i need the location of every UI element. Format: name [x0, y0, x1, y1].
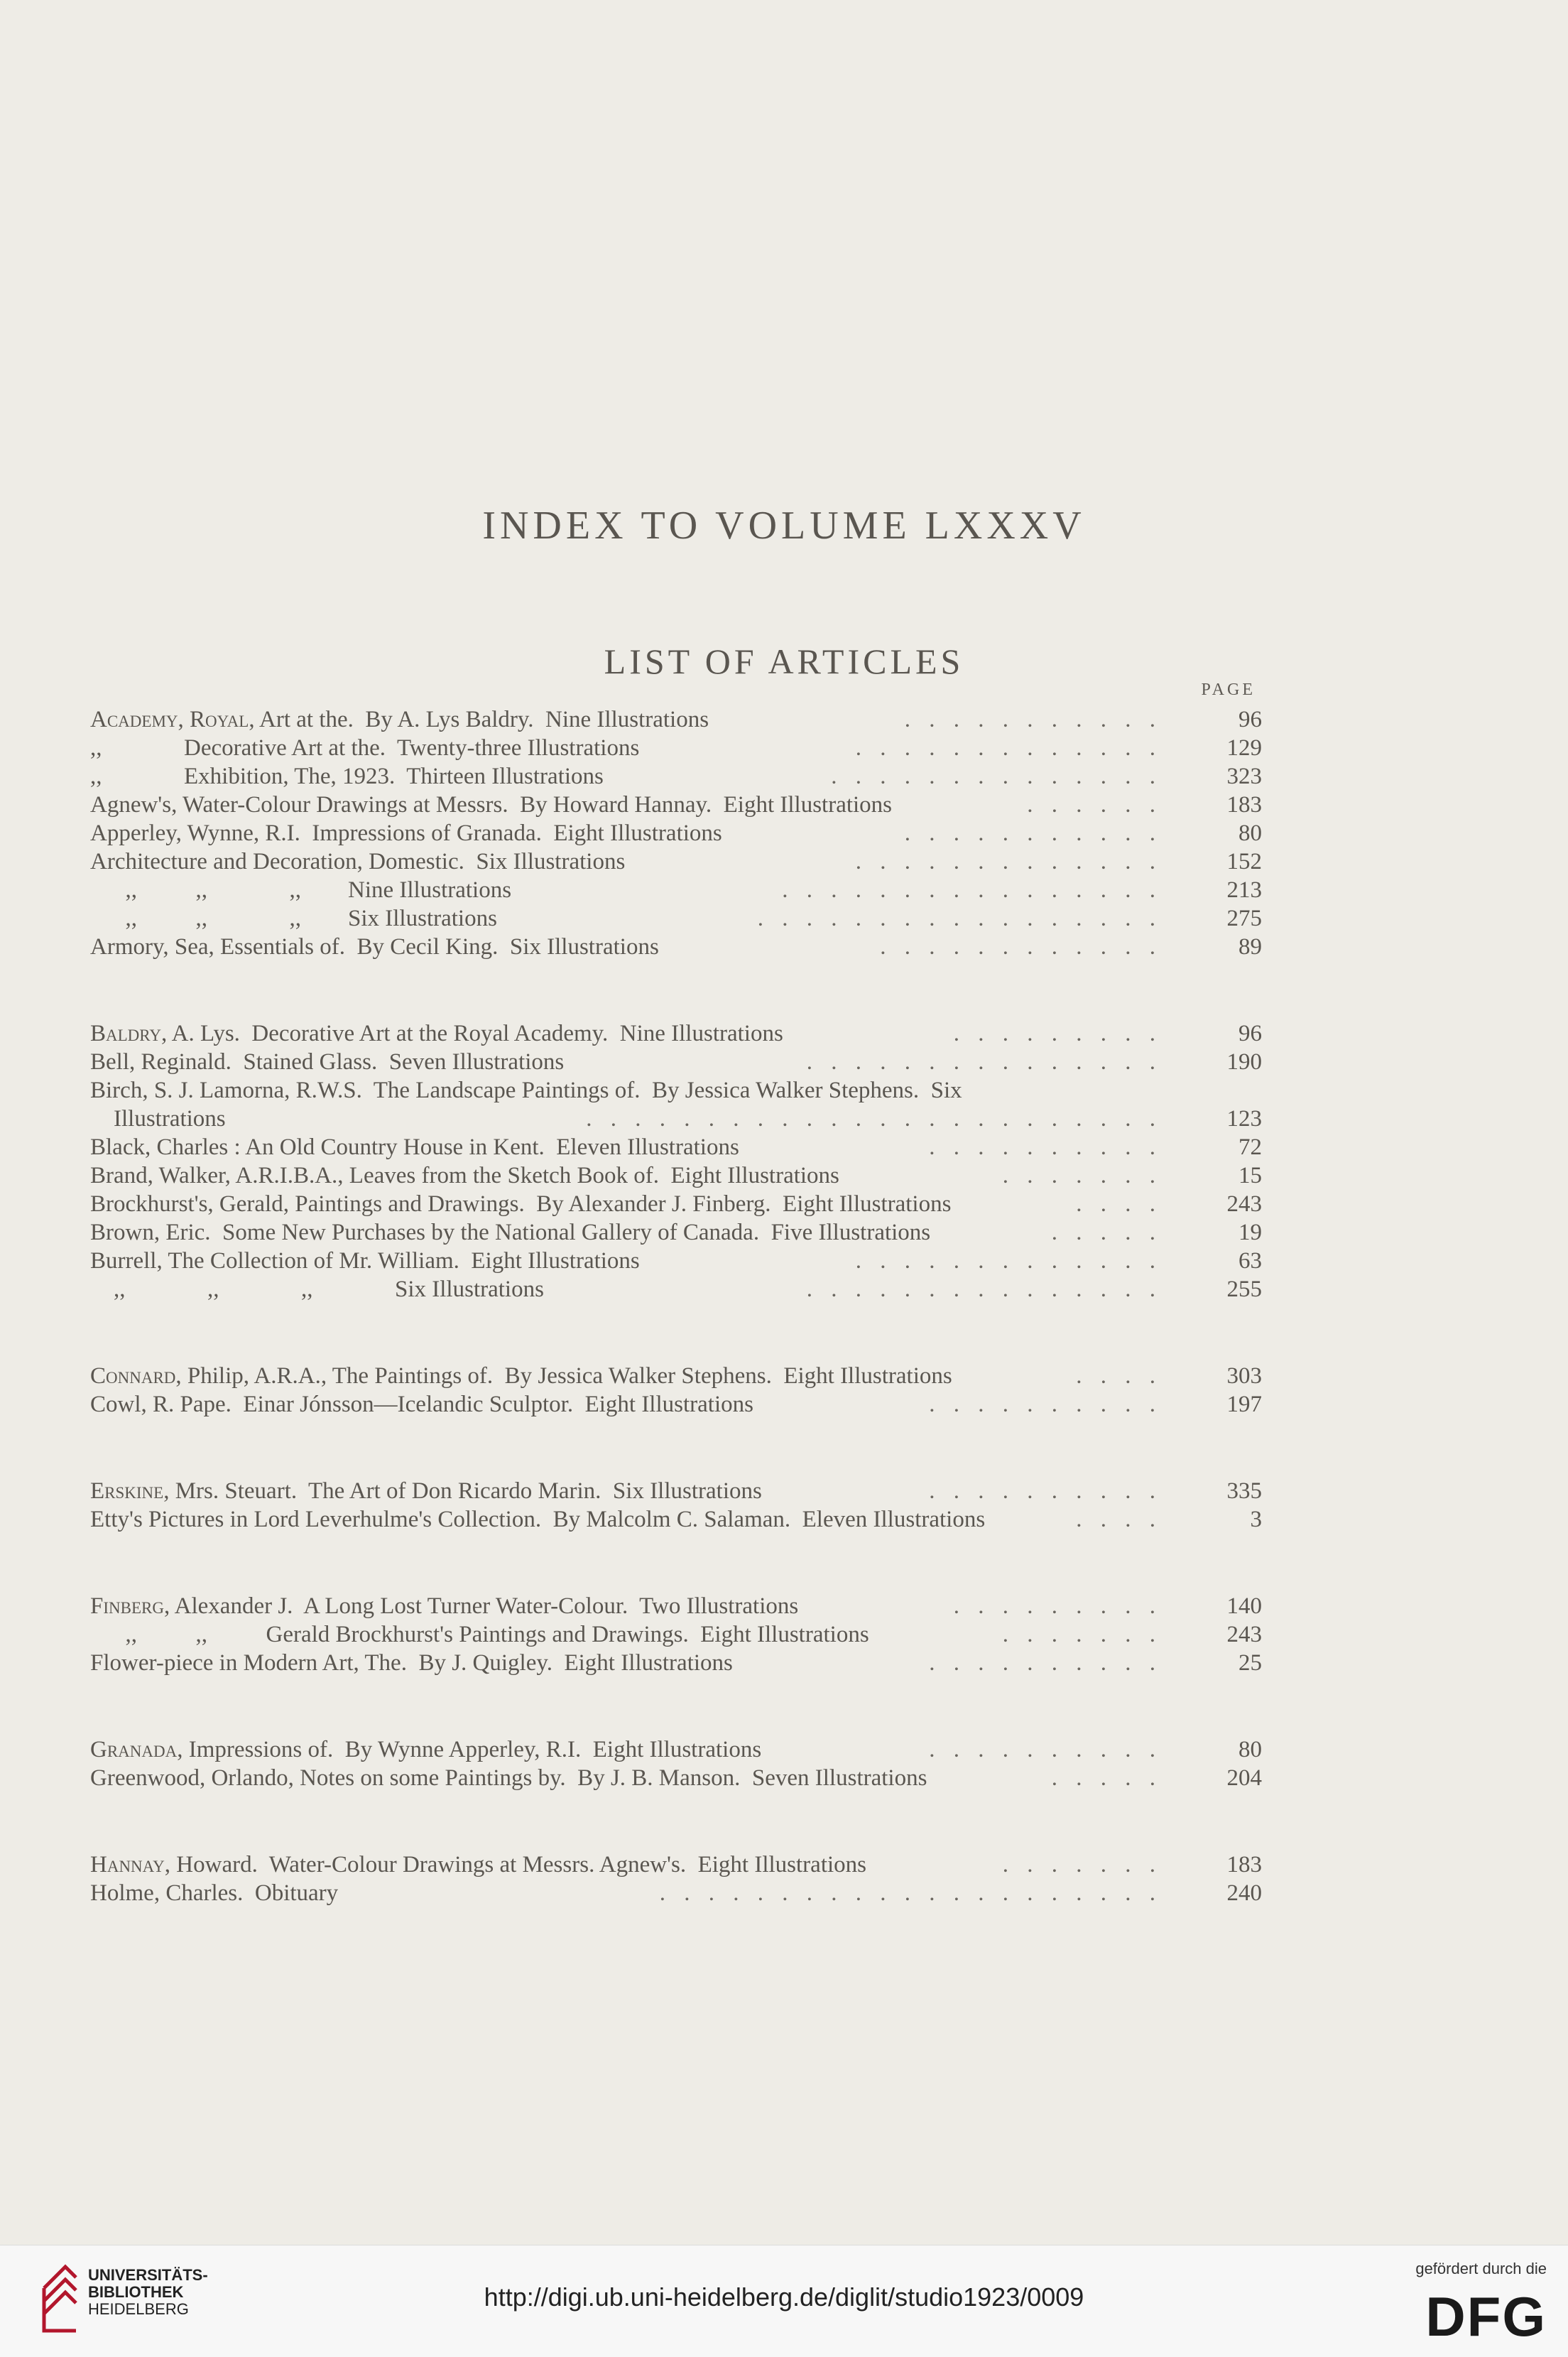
- entry-text: Greenwood, Orlando, Notes on some Paintings by. By J. B. Manson. Seven Illustrations: [90, 1765, 927, 1791]
- index-entry: [90, 734, 1262, 762]
- index-entry: [90, 847, 1262, 876]
- entry-title: [90, 1592, 798, 1620]
- index-entry: [90, 1076, 1262, 1105]
- entry-text: Impressions of. By Wynne Apperley, R.I. Eight Illustrations: [183, 1737, 762, 1762]
- entry-text: Howard. Water-Colour Drawings at Messrs. Agnew's. Eight Illustrations: [170, 1852, 866, 1878]
- permalink-url[interactable]: http://digi.ub.uni-heidelberg.de/diglit/studio1923/0009: [484, 2282, 1084, 2312]
- entry-lead-word: Connard,: [90, 1363, 182, 1389]
- entry-lead-word: Erskine,: [90, 1478, 170, 1504]
- page-number: 15: [1238, 1163, 1262, 1188]
- dot-leader: . . . . .: [1051, 1220, 1155, 1245]
- entry-text: A. Lys. Decorative Art at the Royal Academy. Nine Illustrations: [167, 1021, 783, 1046]
- page-number: 204: [1226, 1765, 1262, 1791]
- index-group: [90, 1477, 1262, 1534]
- dot-leader: . . . . . . . . . .: [929, 1134, 1155, 1160]
- index-entry: [90, 1592, 1262, 1620]
- entry-text: Illustrations: [90, 1106, 226, 1132]
- entry-title: [90, 1019, 783, 1048]
- entry-text: Art at the. By A. Lys Baldry. Nine Illustrations: [254, 707, 709, 732]
- index-entry: [90, 1218, 1262, 1247]
- index-group: [90, 1735, 1262, 1792]
- index-entry: [90, 933, 1262, 961]
- page-number: 80: [1238, 1737, 1262, 1762]
- index-entry: [90, 1105, 1262, 1133]
- dot-leader: . . . .: [1076, 1191, 1155, 1217]
- entry-text: Cowl, R. Pape. Einar Jónsson—Icelandic Sculptor. Eight Illustrations: [90, 1392, 753, 1417]
- entry-lead-word: Granada,: [90, 1737, 183, 1762]
- index-entry: [90, 1048, 1262, 1076]
- footer-bar: [0, 2245, 1568, 2357]
- index-group: [90, 1592, 1262, 1677]
- entry-title: [90, 1190, 951, 1218]
- entry-title: [90, 1247, 640, 1275]
- entry-lead-word: Hannay,: [90, 1852, 171, 1878]
- index-entry: [90, 904, 1262, 933]
- page-number: 129: [1226, 735, 1262, 761]
- dot-leader: . . . . . . . . . . . . . . . .: [782, 877, 1155, 903]
- article-list: [90, 705, 1262, 1966]
- entry-lead-word: Academy, Royal,: [90, 707, 255, 732]
- entry-text: ,, Decorative Art at the. Twenty-three Illustrations: [90, 735, 640, 761]
- page-number: 213: [1226, 877, 1262, 903]
- entry-text: ,, ,, ,, Nine Illustrations: [90, 877, 512, 903]
- dot-leader: . . . . . . . . . . . . . . . . . . . . . . . .: [586, 1106, 1155, 1132]
- entry-text: Brown, Eric. Some New Purchases by the National Gallery of Canada. Five Illustrations: [90, 1220, 931, 1245]
- entry-title: [90, 1161, 839, 1190]
- entry-text: Apperley, Wynne, R.I. Impressions of Granada. Eight Illustrations: [90, 820, 722, 846]
- entry-title: [90, 1851, 866, 1879]
- page-number: 152: [1226, 849, 1262, 874]
- page-number: 243: [1226, 1622, 1262, 1647]
- dot-leader: . . . .: [1076, 1507, 1155, 1532]
- entry-lead-word: Finberg,: [90, 1593, 170, 1619]
- entry-text: ,, ,, ,, Six Illustrations: [90, 906, 497, 931]
- entry-title: [90, 1505, 985, 1534]
- entry-title: [90, 1048, 564, 1076]
- entry-title: [90, 904, 497, 933]
- index-entry: [90, 1764, 1262, 1792]
- library-name-line-1: UNIVERSITÄTS-: [88, 2266, 208, 2284]
- library-name-line-2: BIBLIOTHEK: [88, 2283, 184, 2301]
- page-number: 19: [1238, 1220, 1262, 1245]
- dot-leader: . . . . . . . . . . . . . . . . . . . . .: [659, 1880, 1155, 1906]
- entry-text: Bell, Reginald. Stained Glass. Seven Illustrations: [90, 1049, 565, 1075]
- dot-leader: . . . .: [1076, 1363, 1155, 1389]
- dot-leader: . . . . .: [1051, 1765, 1155, 1791]
- index-entry: [90, 1649, 1262, 1677]
- index-entry: [90, 791, 1262, 819]
- dot-leader: . . . . . . . . . .: [929, 1478, 1155, 1504]
- dot-leader: . . . . . . .: [1002, 1852, 1155, 1878]
- dot-leader: . . . . . . . . . .: [929, 1650, 1155, 1676]
- entry-title: [90, 1105, 226, 1133]
- entry-text: Agnew's, Water-Colour Drawings at Messrs. By Howard Hannay. Eight Illustrations: [90, 792, 893, 818]
- page-number: 303: [1226, 1363, 1262, 1389]
- dot-leader: . . . . . . .: [1002, 1622, 1155, 1647]
- entry-text: Armory, Sea, Essentials of. By Cecil King. Six Illustrations: [90, 934, 659, 960]
- dot-leader: . . . . . . . . . . . . .: [855, 849, 1155, 874]
- page-number: 243: [1226, 1191, 1262, 1217]
- dfg-logo: DFG: [1425, 2285, 1547, 2348]
- entry-title: [90, 847, 625, 876]
- entry-title: [90, 1390, 753, 1419]
- dot-leader: . . . . . . . . . . . . . . . . .: [757, 906, 1155, 931]
- dot-leader: . . . . . . . . . . . . .: [855, 1248, 1155, 1274]
- library-name-line-3: HEIDELBERG: [88, 2300, 189, 2318]
- dot-leader: . . . . . .: [1027, 792, 1155, 818]
- dot-leader: . . . . . . . . . .: [929, 1737, 1155, 1762]
- entry-text: Architecture and Decoration, Domestic. Six Illustrations: [90, 849, 626, 874]
- page-number: 140: [1226, 1593, 1262, 1619]
- index-entry: [90, 705, 1262, 734]
- list-title: LIST OF ARTICLES: [604, 641, 964, 681]
- dot-leader: . . . . . . . . . . . . . . .: [806, 1049, 1155, 1075]
- page-number: 96: [1238, 1021, 1262, 1046]
- entry-title: [90, 819, 722, 847]
- entry-title: [90, 1275, 544, 1304]
- dot-leader: . . . . . . . . . . .: [904, 707, 1155, 732]
- page-number: 255: [1226, 1277, 1262, 1302]
- index-entry: [90, 1505, 1262, 1534]
- dot-leader: . . . . . . .: [1002, 1163, 1155, 1188]
- dot-leader: . . . . . . . . .: [953, 1021, 1155, 1046]
- page-number: 72: [1238, 1134, 1262, 1160]
- dot-leader: . . . . . . . . . . . . .: [855, 735, 1155, 761]
- page-number: 275: [1226, 906, 1262, 931]
- index-entry: [90, 1133, 1262, 1161]
- index-group: [90, 705, 1262, 961]
- entry-title: [90, 1879, 338, 1907]
- index-entry: [90, 876, 1262, 904]
- entry-title: [90, 791, 892, 819]
- page-number: 323: [1226, 764, 1262, 789]
- entry-text: Philip, A.R.A., The Paintings of. By Jessica Walker Stephens. Eight Illustrations: [181, 1363, 952, 1389]
- dot-leader: . . . . . . . . . . . . . . .: [806, 1277, 1155, 1302]
- entry-text: Mrs. Steuart. The Art of Don Ricardo Marin. Six Illustrations: [169, 1478, 762, 1504]
- entry-text: Holme, Charles. Obituary: [90, 1880, 339, 1906]
- entry-title: [90, 1362, 952, 1390]
- index-entry: [90, 1879, 1262, 1907]
- index-group: [90, 1851, 1262, 1907]
- entry-title: [90, 734, 639, 762]
- index-entry: [90, 1620, 1262, 1649]
- dot-leader: . . . . . . . . . . . .: [880, 934, 1155, 960]
- index-group: [90, 1362, 1262, 1419]
- entry-title: [90, 1133, 739, 1161]
- page-column-heading: PAGE: [1201, 681, 1256, 699]
- entry-text: Brand, Walker, A.R.I.B.A., Leaves from the Sketch Book of. Eight Illustrations: [90, 1163, 839, 1188]
- index-entry: [90, 1735, 1262, 1764]
- page-number: 183: [1226, 792, 1262, 818]
- index-entry: [90, 819, 1262, 847]
- page-number: 3: [1250, 1507, 1262, 1532]
- entry-title: [90, 1649, 733, 1677]
- entry-text: Etty's Pictures in Lord Leverhulme's Collection. By Malcolm C. Salaman. Eleven Illustrations: [90, 1507, 986, 1532]
- entry-text: Alexander J. A Long Lost Turner Water-Colour. Two Illustrations: [170, 1593, 799, 1619]
- entry-text: ,, ,, Gerald Brockhurst's Paintings and Drawings. Eight Illustrations: [90, 1622, 869, 1647]
- entry-lead-word: Baldry,: [90, 1021, 168, 1046]
- entry-title: [90, 762, 604, 791]
- entry-title: [90, 1076, 962, 1105]
- funding-note: gefördert durch die: [1415, 2260, 1547, 2277]
- page-number: 183: [1226, 1852, 1262, 1878]
- index-entry: [90, 1851, 1262, 1879]
- page-number: 335: [1226, 1478, 1262, 1504]
- entry-text: Brockhurst's, Gerald, Paintings and Drawings. By Alexander J. Finberg. Eight Illustrations: [90, 1191, 952, 1217]
- entry-text: Flower-piece in Modern Art, The. By J. Quigley. Eight Illustrations: [90, 1650, 733, 1676]
- entry-title: [90, 1764, 927, 1792]
- page-number: 240: [1226, 1880, 1262, 1906]
- entry-title: [90, 1477, 762, 1505]
- page-number: 96: [1238, 707, 1262, 732]
- page-number: 190: [1226, 1049, 1262, 1075]
- entry-text: ,, Exhibition, The, 1923. Thirteen Illustrations: [90, 764, 604, 789]
- entry-title: [90, 705, 709, 734]
- entry-title: [90, 1218, 930, 1247]
- index-entry: [90, 1190, 1262, 1218]
- dot-leader: . . . . . . . . .: [953, 1593, 1155, 1619]
- entry-title: [90, 876, 511, 904]
- entry-title: [90, 1735, 761, 1764]
- dot-leader: . . . . . . . . . . . . . .: [831, 764, 1155, 789]
- index-entry: [90, 1390, 1262, 1419]
- entry-text: Burrell, The Collection of Mr. William. Eight Illustrations: [90, 1248, 640, 1274]
- page-number: 197: [1226, 1392, 1262, 1417]
- page-number: 89: [1238, 934, 1262, 960]
- page-number: 80: [1238, 820, 1262, 846]
- entry-text: Birch, S. J. Lamorna, R.W.S. The Landscape Paintings of. By Jessica Walker Stephens. Six: [90, 1078, 962, 1103]
- entry-title: [90, 933, 659, 961]
- index-entry: [90, 1477, 1262, 1505]
- dot-leader: . . . . . . . . . .: [929, 1392, 1155, 1417]
- index-entry: [90, 1362, 1262, 1390]
- entry-title: [90, 1620, 869, 1649]
- index-group: [90, 1019, 1262, 1304]
- dot-leader: . . . . . . . . . . .: [904, 820, 1155, 846]
- index-entry: [90, 1161, 1262, 1190]
- index-entry: [90, 1247, 1262, 1275]
- index-entry: [90, 1275, 1262, 1304]
- page-number: 123: [1226, 1106, 1262, 1132]
- index-entry: [90, 1019, 1262, 1048]
- index-entry: [90, 762, 1262, 791]
- page-number: 63: [1238, 1248, 1262, 1274]
- entry-text: Black, Charles : An Old Country House in Kent. Eleven Illustrations: [90, 1134, 739, 1160]
- entry-text: ,, ,, ,, Six Illustrations: [90, 1277, 544, 1302]
- index-title: INDEX TO VOLUME LXXXV: [482, 503, 1086, 548]
- page-number: 25: [1238, 1650, 1262, 1676]
